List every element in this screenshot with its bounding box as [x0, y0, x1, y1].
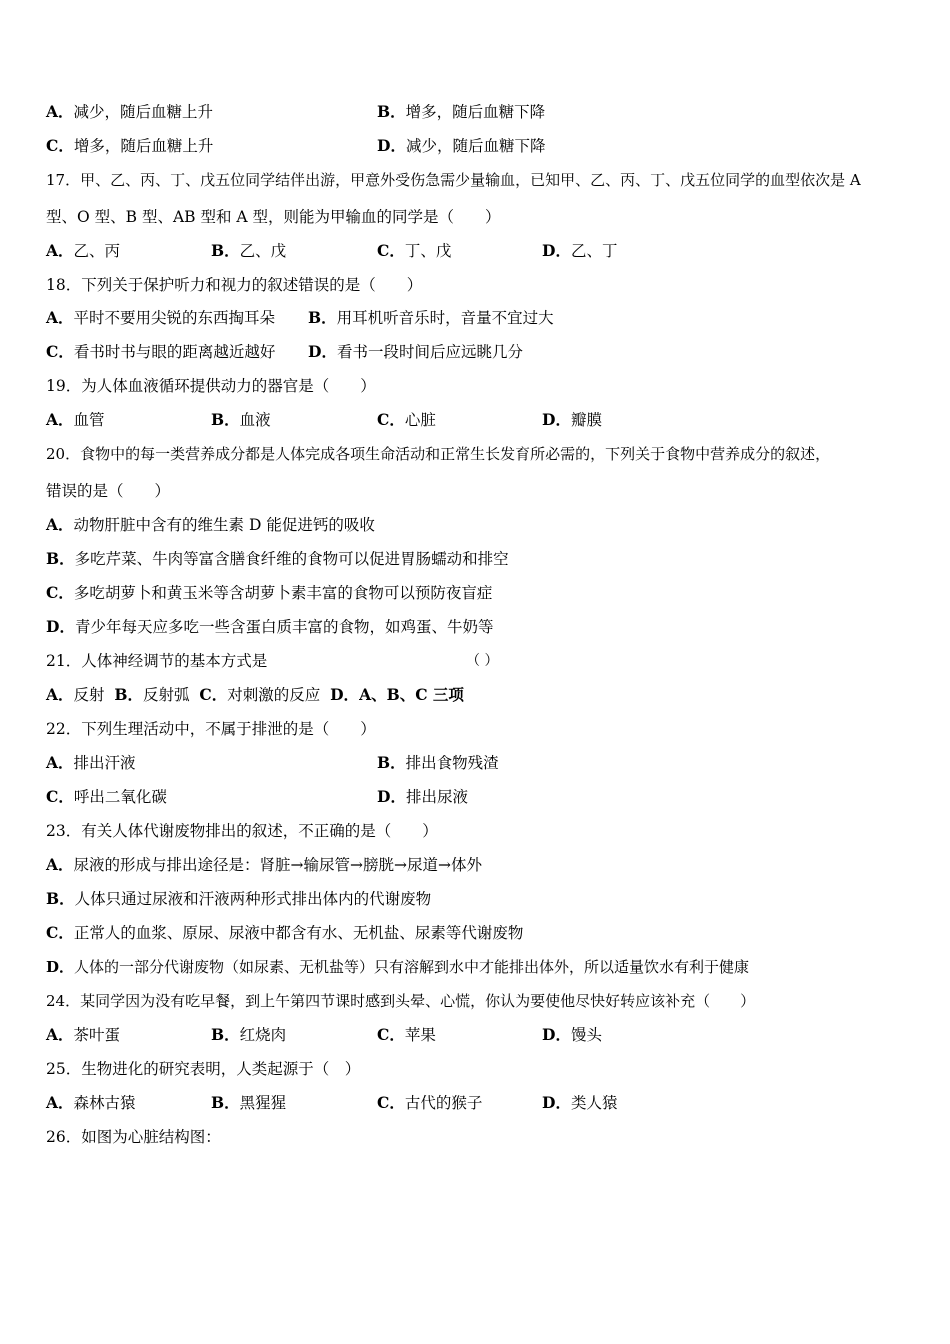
q18-option-c[interactable]: C．看书时书与眼的距离越近越好 — [46, 342, 276, 361]
q22-option-a[interactable]: A．排出汗液 — [46, 753, 136, 772]
q18-option-d[interactable]: D．看书一段时间后应远眺几分 — [308, 342, 523, 361]
q20-option-b[interactable]: B．多吃芹菜、牛肉等富含膳食纤维的食物可以促进胃肠蠕动和排空 — [46, 549, 509, 568]
q24-option-c[interactable]: C．苹果 — [377, 1025, 436, 1044]
q22-stem: 22．下列生理活动中，不属于排泄的是（ ） — [46, 720, 376, 738]
q17-stem-line1: 17．甲、乙、丙、丁、戊五位同学结伴出游，甲意外受伤急需少量输血，已知甲、乙、丙、丁、戊五位同学的血型依次是 A — [46, 171, 861, 189]
q20-stem-line1: 20．食物中的每一类营养成分都是人体完成各项生命活动和正常生长发育所必需的，下列关于食物中营养成分的叙述， — [46, 445, 831, 463]
q23-option-a[interactable]: A．尿液的形成与排出途径是：肾脏→输尿管→膀胱→尿道→体外 — [46, 855, 482, 874]
q23-option-d[interactable]: D．人体的一部分代谢废物（如尿素、无机盐等）只有溶解到水中才能排出体外，所以适量饮水有利于健康 — [46, 958, 750, 976]
q22-option-c[interactable]: C．呼出二氧化碳 — [46, 787, 167, 806]
q25-option-a[interactable]: A．森林古猿 — [46, 1093, 136, 1112]
q21-answer-paren: （ ） — [466, 653, 499, 669]
q18-option-b[interactable]: B．用耳机听音乐时，音量不宜过大 — [308, 308, 554, 327]
q25-option-b[interactable]: B．黑猩猩 — [211, 1093, 287, 1112]
q22-option-d[interactable]: D．排出尿液 — [377, 787, 468, 806]
q20-option-c[interactable]: C．多吃胡萝卜和黄玉米等含胡萝卜素丰富的食物可以预防夜盲症 — [46, 583, 493, 602]
q21-option-a[interactable]: A．反射 — [46, 685, 105, 704]
q16-option-a[interactable]: A．减少，随后血糖上升 — [46, 102, 214, 121]
q19-option-d[interactable]: D．瓣膜 — [542, 410, 602, 429]
q25-option-d[interactable]: D．类人猿 — [542, 1093, 618, 1112]
q18-stem: 18．下列关于保护听力和视力的叙述错误的是（ ） — [46, 276, 423, 294]
q23-stem: 23．有关人体代谢废物排出的叙述，不正确的是（ ） — [46, 822, 438, 840]
q20-stem-line2: 错误的是（ ） — [46, 482, 171, 500]
q17-stem-line2: 型、O 型、B 型、AB 型和 A 型，则能为甲输血的同学是（ ） — [46, 208, 501, 226]
q19-stem: 19．为人体血液循环提供动力的器官是（ ） — [46, 377, 376, 395]
q24-option-d[interactable]: D．馒头 — [542, 1025, 602, 1044]
q17-option-d[interactable]: D．乙、丁 — [542, 241, 618, 260]
q18-option-a[interactable]: A．平时不要用尖锐的东西掏耳朵 — [46, 308, 276, 327]
q19-option-a[interactable]: A．血管 — [46, 410, 105, 429]
q24-option-b[interactable]: B．红烧肉 — [211, 1025, 287, 1044]
q24-stem: 24．某同学因为没有吃早餐，到上午第四节课时感到头晕、心慌，你认为要使他尽快好转应该补充（ ） — [46, 992, 756, 1010]
q22-option-b[interactable]: B．排出食物残渣 — [377, 753, 499, 772]
q19-option-c[interactable]: C．心脏 — [377, 410, 436, 429]
q20-option-d[interactable]: D．青少年每天应多吃一些含蛋白质丰富的食物，如鸡蛋、牛奶等 — [46, 617, 494, 636]
q21-stem: 21．人体神经调节的基本方式是 — [46, 652, 268, 670]
q25-stem: 25．生物进化的研究表明，人类起源于（ ） — [46, 1060, 361, 1078]
q17-option-b[interactable]: B．乙、戊 — [211, 241, 287, 260]
q21-option-c[interactable]: C．对刺激的反应 — [199, 685, 321, 704]
q25-option-c[interactable]: C．古代的猴子 — [377, 1093, 483, 1112]
q21-option-b[interactable]: B．反射弧 — [114, 685, 190, 704]
q21-stem-row — [46, 651, 499, 671]
q23-option-b[interactable]: B．人体只通过尿液和汗液两种形式排出体内的代谢废物 — [46, 889, 432, 908]
q21-option-d[interactable]: D．A、B、C 三项 — [330, 685, 464, 704]
q16-option-c[interactable]: C．增多，随后血糖上升 — [46, 136, 214, 155]
q21-options — [46, 685, 464, 705]
q26-stem: 26．如图为心脏结构图： — [46, 1128, 221, 1146]
q17-option-a[interactable]: A．乙、丙 — [46, 241, 121, 260]
q16-option-b[interactable]: B．增多，随后血糖下降 — [377, 102, 546, 121]
q23-option-c[interactable]: C．正常人的血浆、原尿、尿液中都含有水、无机盐、尿素等代谢废物 — [46, 923, 524, 942]
q20-option-a[interactable]: A．动物肝脏中含有的维生素 D 能促进钙的吸收 — [46, 515, 375, 534]
q24-option-a[interactable]: A．茶叶蛋 — [46, 1025, 121, 1044]
q16-option-d[interactable]: D．减少，随后血糖下降 — [377, 136, 546, 155]
q19-option-b[interactable]: B．血液 — [211, 410, 271, 429]
q17-option-c[interactable]: C．丁、戊 — [377, 241, 452, 260]
